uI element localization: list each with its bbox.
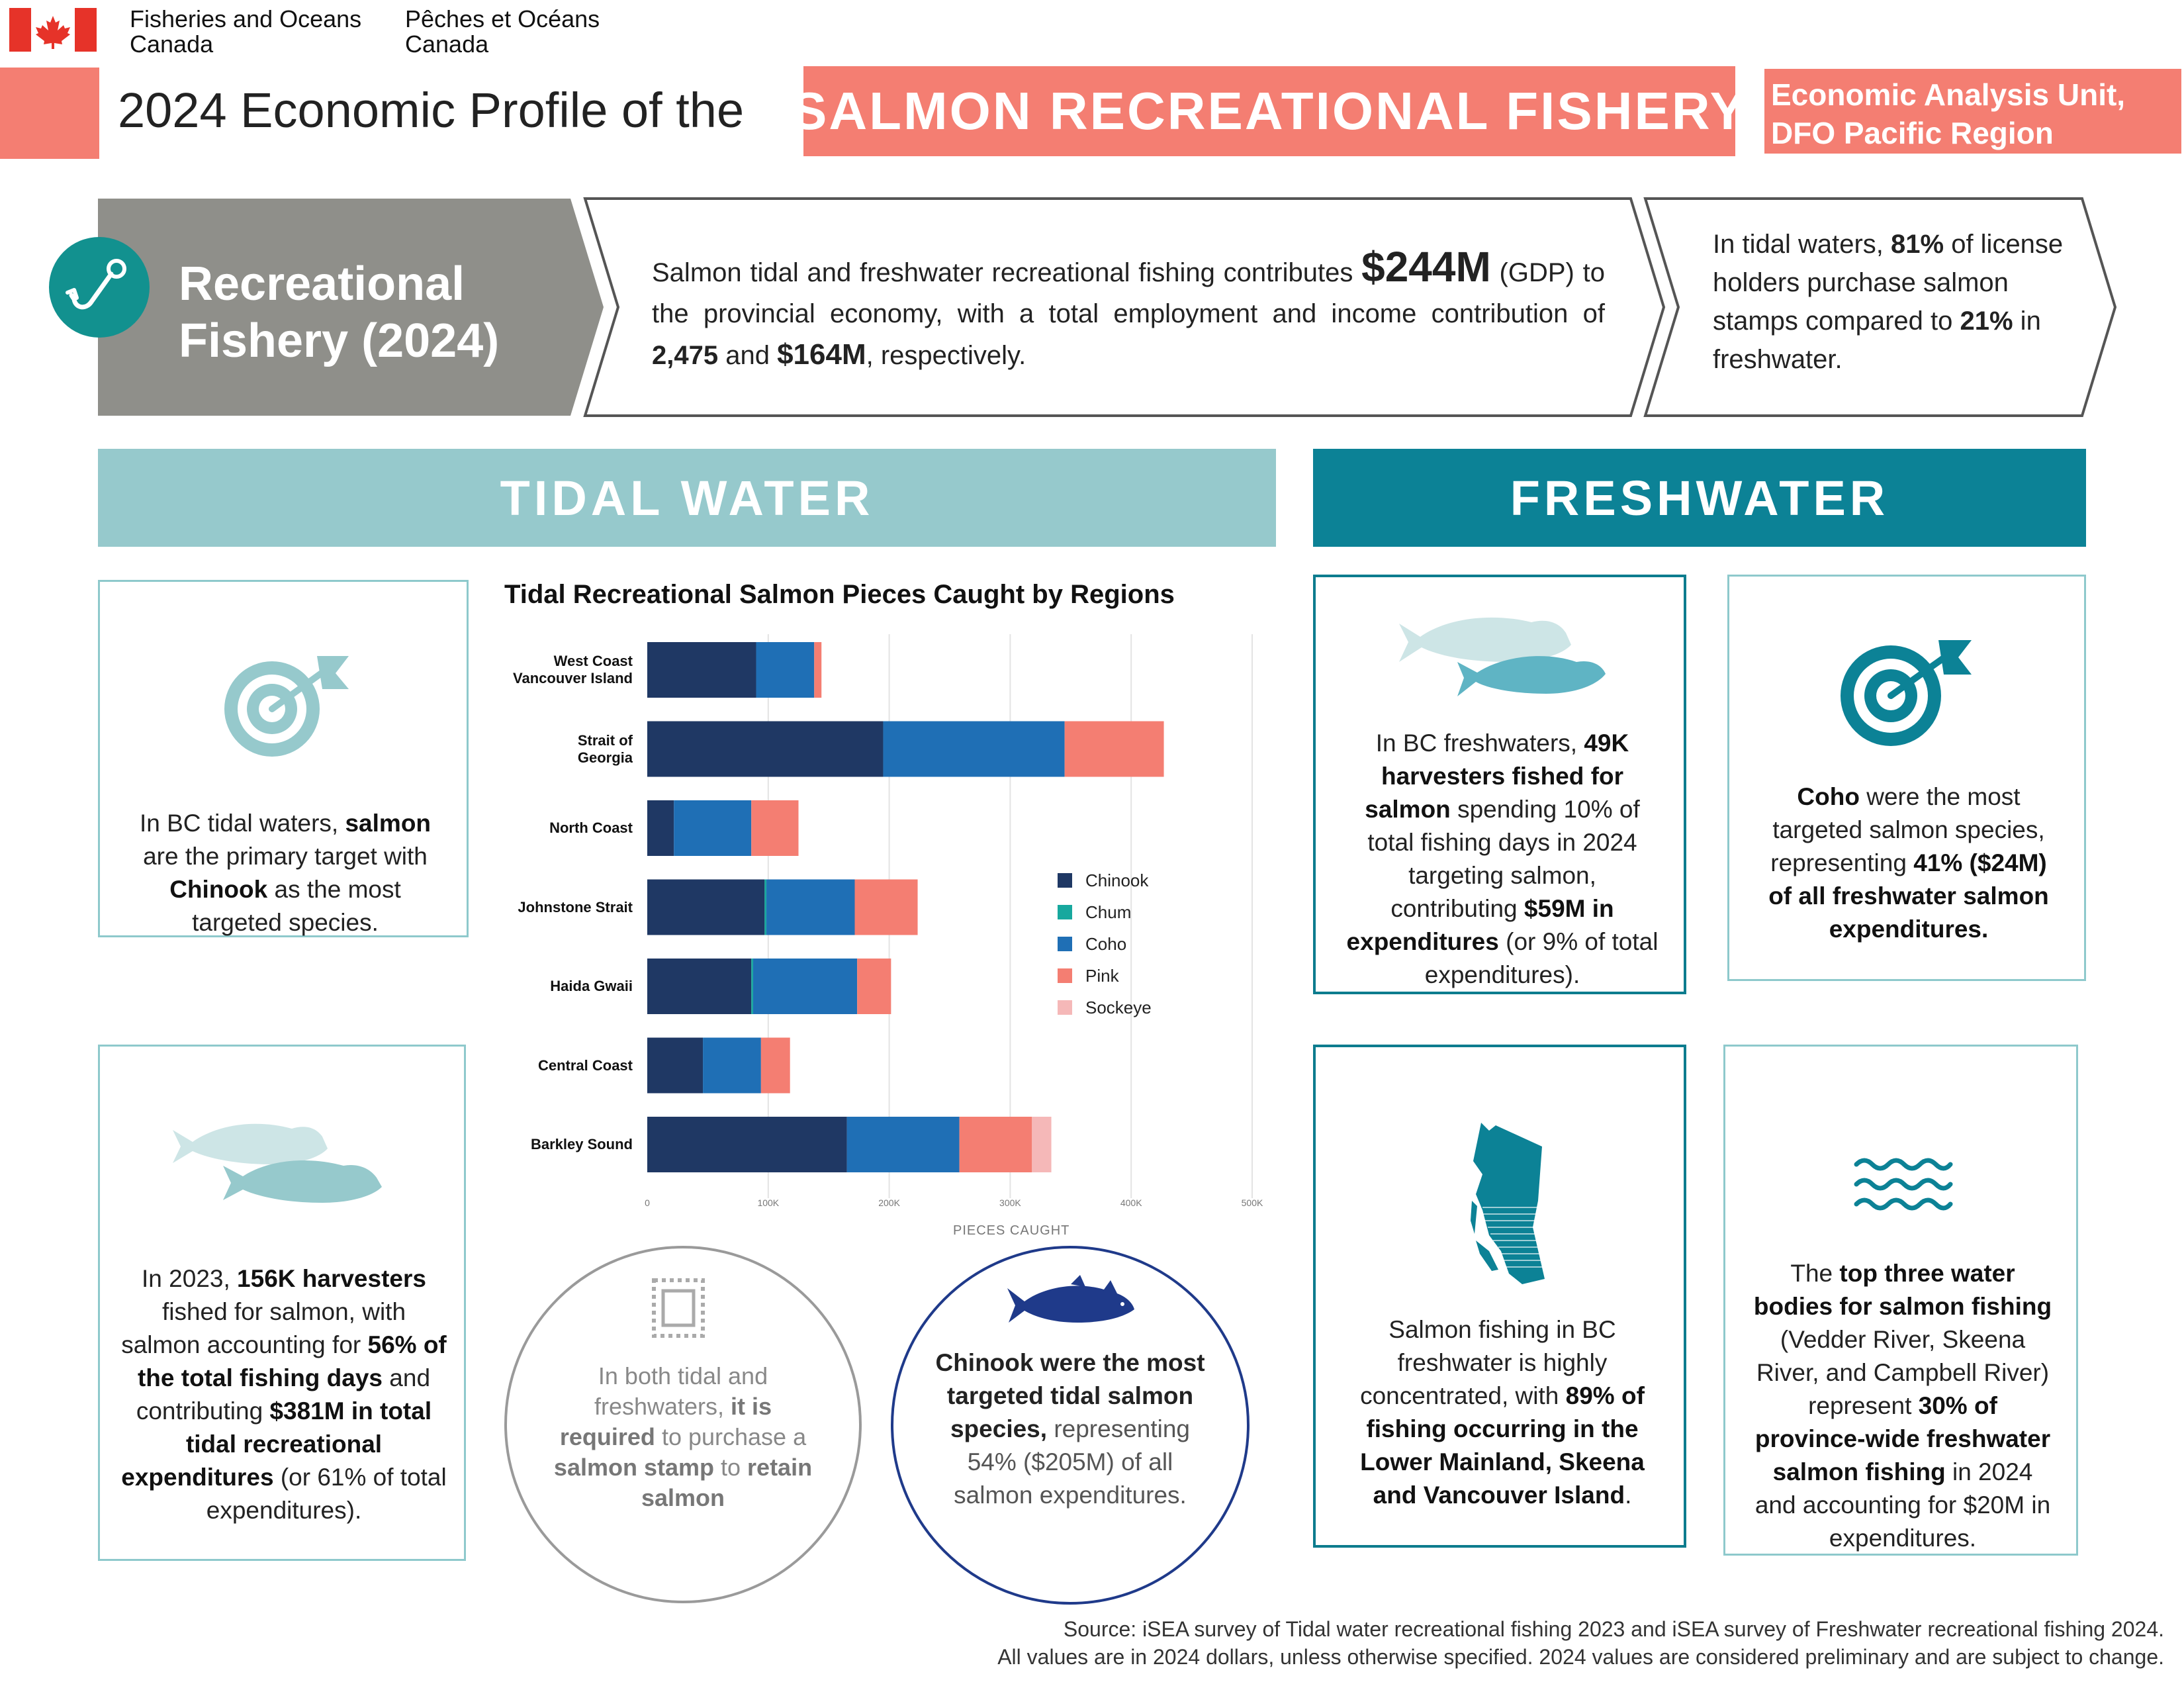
fresh-concentration-card [1313, 1045, 1686, 1548]
fresh-section-header: FRESHWATER [1313, 449, 2086, 547]
x-tick-label: 400K [1120, 1197, 1142, 1208]
target-icon [219, 653, 351, 759]
gdp-value: $244M [1361, 243, 1491, 291]
y-category-label: North Coast [549, 820, 633, 836]
footer [662, 1615, 2164, 1671]
footer-source: Source: iSEA survey of Tidal water recreational fishing 2023 and iSEA survey of Freshwater recreational fishing 2024. [1063, 1617, 2164, 1641]
chart-legend [1058, 865, 1190, 1023]
x-tick-label: 100K [757, 1197, 780, 1208]
summary-label [179, 256, 499, 369]
bar-chinook [647, 1117, 847, 1172]
bar-coho [756, 642, 815, 698]
y-category-label: West Coast Vancouver Island [513, 653, 633, 686]
tidal-target-text: In BC tidal waters, salmon are the primary target with Chinook as the most targeted species. [139, 810, 432, 936]
legend-item [1058, 992, 1190, 1023]
legend-item [1058, 928, 1190, 960]
stamp-text: In both tidal and freshwaters, it is required to purchase a salmon stamp to retain salmon [553, 1362, 813, 1511]
dept-en-line1: Fisheries and Oceans [130, 5, 362, 32]
dept-name-en [130, 7, 361, 57]
page-title-banner: SALMON RECREATIONAL FISHERY [803, 66, 1735, 156]
stamp-icon [649, 1275, 708, 1341]
tidal-section-header: TIDAL WATER [98, 449, 1276, 547]
legend-label: Chinook [1085, 870, 1149, 890]
x-axis-label: PIECES CAUGHT [953, 1223, 1070, 1238]
bc-map-icon [1469, 1121, 1549, 1287]
bar-coho [753, 959, 857, 1014]
dept-fr-line1: Pêches et Océans [405, 5, 600, 32]
stamp-circle [504, 1246, 862, 1603]
legend-swatch [1058, 905, 1072, 919]
bar-chum [751, 959, 753, 1014]
fish-icon [1395, 602, 1607, 702]
bar-chinook [647, 959, 751, 1014]
target-icon [1835, 636, 1974, 749]
x-tick-label: 300K [999, 1197, 1021, 1208]
legend-label: Coho [1085, 933, 1127, 954]
legend-item [1058, 865, 1190, 896]
canada-flag-icon [9, 8, 97, 52]
bar-pink [960, 1117, 1032, 1172]
unit-line1: Economic Analysis Unit, [1771, 77, 2126, 112]
chart-title: Tidal Recreational Salmon Pieces Caught by Regions [504, 580, 1175, 609]
bar-chinook [647, 880, 764, 935]
bar-coho [766, 880, 854, 935]
income-value: $164M [777, 338, 866, 371]
unit-line2: DFO Pacific Region [1771, 116, 2054, 150]
dept-en-line2: Canada [130, 30, 214, 58]
summary-main-text: Salmon tidal and freshwater recreational fishing contributes $244M (GDP) to the provincial economy, with a total employment and income contribution of 2,475 and $164M, respectively. [652, 243, 1605, 371]
fresh-harvesters-text: In BC freshwaters, 49K harvesters fished for salmon spending 10% of total fishing days in 2024 targeting salmon, contributing $59M in expenditures (or 9% of total expenditures). [1346, 729, 1659, 988]
unit-box [1764, 69, 2181, 154]
bar-chinook [647, 722, 883, 777]
fresh-waterbodies-text: The top three water bodies for salmon fishing (Vedder River, Skeena River, and Campbell River) represent 30% of province-wide freshwater salmon fishing in 2024 and accounting for $20M in expenditures. [1753, 1260, 2052, 1552]
chinook-fish-icon [1005, 1275, 1137, 1335]
bar-pink [857, 959, 891, 1014]
category-labels [490, 629, 637, 1178]
dept-fr-line2: Canada [405, 30, 489, 58]
summary-label-line2: Fishery (2024) [179, 314, 500, 367]
page-title-prefix: 2024 Economic Profile of the [118, 83, 745, 138]
summary-label-line1: Recreational [179, 258, 465, 310]
y-category-label: Strait of Georgia [577, 731, 633, 766]
bar-sockeye [1032, 1117, 1051, 1172]
y-category-label: Haida Gwaii [550, 978, 633, 994]
fish-icon [166, 1110, 391, 1209]
footer-note: All values are in 2024 dollars, unless otherwise specified. 2024 values are considered preliminary and are subject to change. [997, 1645, 2164, 1669]
tidal-harvesters-card [98, 1045, 466, 1561]
legend-swatch [1058, 968, 1072, 983]
legend-item [1058, 896, 1190, 928]
tidal-target-card [98, 580, 469, 937]
bar-coho [703, 1038, 761, 1094]
bar-pink [814, 642, 821, 698]
y-category-label: Johnstone Strait [518, 898, 633, 915]
legend-swatch [1058, 1000, 1072, 1015]
x-tick-label: 500K [1241, 1197, 1263, 1208]
bar-pink [761, 1038, 790, 1094]
fresh-coho-text: Coho were the most targeted salmon species, representing 41% ($24M) of all freshwater salmon expenditures. [1768, 783, 2049, 943]
bar-coho [847, 1117, 960, 1172]
y-category-label: Central Coast [537, 1056, 633, 1074]
fishing-hook-icon [48, 236, 151, 339]
fresh-harvesters-card [1313, 575, 1686, 994]
legend-label: Chum [1085, 902, 1132, 922]
legend-swatch [1058, 873, 1072, 888]
bar-pink [1065, 722, 1164, 777]
fresh-stamp-pct: 21% [1960, 306, 2013, 336]
bar-chum [764, 880, 766, 935]
fresh-coho-card [1727, 575, 2086, 981]
legend-item [1058, 960, 1190, 992]
x-tick-label: 200K [878, 1197, 900, 1208]
fresh-concentration-text: Salmon fishing in BC freshwater is highly concentrated, with 89% of fishing occurring in the Lower Mainland, Skeena and Vancouver Island. [1360, 1316, 1645, 1509]
chinook-circle [891, 1246, 1250, 1605]
bar-coho [883, 722, 1064, 777]
waves-icon [1854, 1155, 1953, 1215]
y-category-label: Barkley Sound [530, 1136, 633, 1152]
employment-value: 2,475 [652, 341, 719, 370]
bar-chinook [647, 642, 756, 698]
bar-coho [674, 800, 751, 856]
fresh-waterbodies-card [1723, 1045, 2078, 1556]
dept-name-fr [405, 7, 600, 57]
bar-chinook [647, 1038, 703, 1094]
legend-label: Pink [1085, 965, 1119, 986]
legend-label: Sockeye [1085, 997, 1152, 1017]
bar-chinook [647, 800, 674, 856]
bar-pink [751, 800, 798, 856]
tidal-stamp-pct: 81% [1891, 230, 1944, 259]
bar-pink [855, 880, 918, 935]
chinook-text: Chinook were the most targeted tidal salmon species, representing 54% ($205M) of all salmon expenditures. [935, 1349, 1205, 1509]
tidal-harvesters-text: In 2023, 156K harvesters fished for salmon, with salmon accounting for 56% of the total fishing days and contributing $381M in total tidal recreational expenditures (or 61% of total expenditures). [121, 1265, 447, 1524]
legend-swatch [1058, 937, 1072, 951]
x-tick-label: 0 [645, 1197, 650, 1208]
accent-block [0, 68, 99, 159]
summary-side-text: In tidal waters, 81% of license holders purchase salmon stamps compared to 21% in freshwater. [1713, 230, 2064, 374]
